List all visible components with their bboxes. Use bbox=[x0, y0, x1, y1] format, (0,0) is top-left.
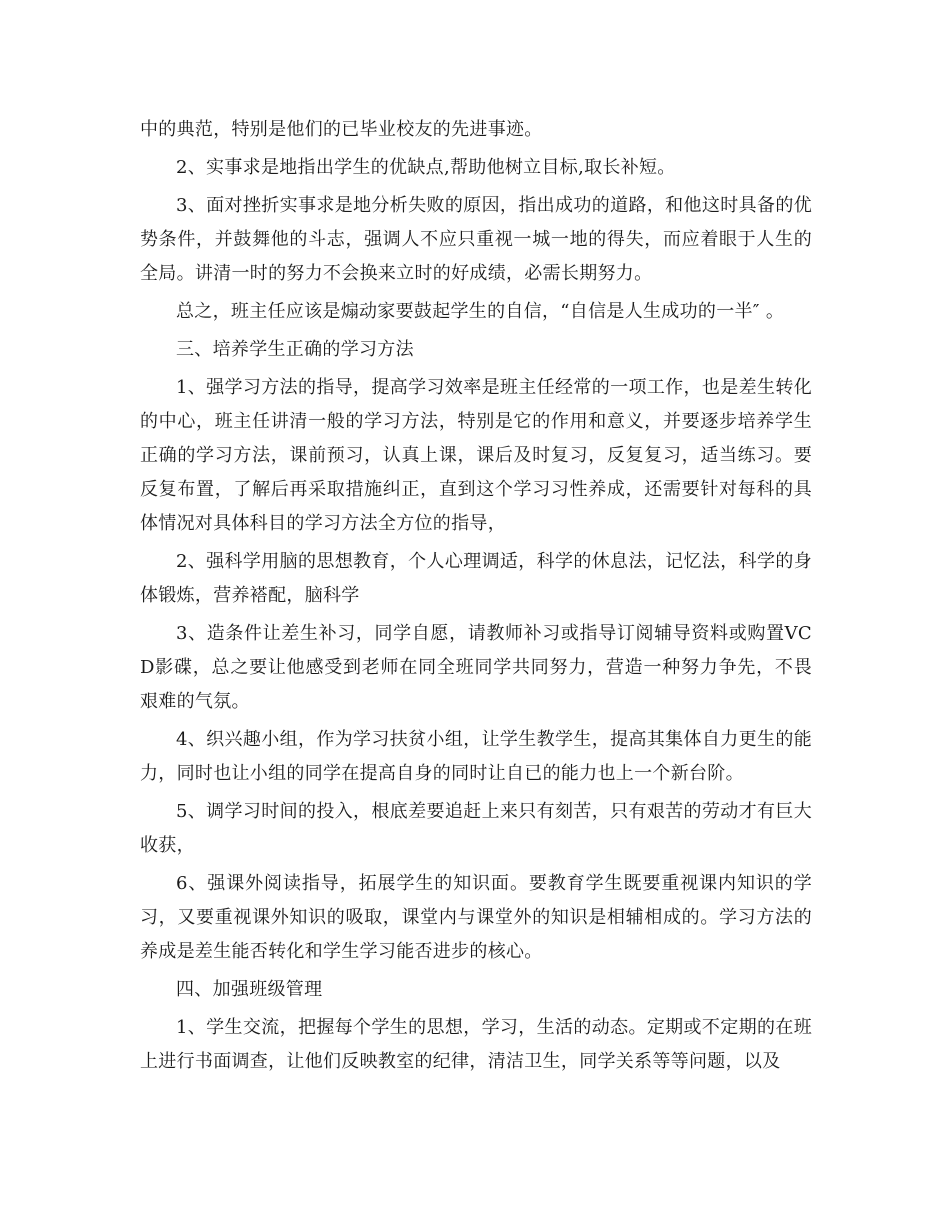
paragraph-item-3-tutoring: 3、造条件让差生补习，同学自愿，请教师补习或指导订阅辅导资料或购置VCD影碟，总之要让他感受到老师在同全班同学共同努力，营造一种努力争先，不畏艰难的气氛。 bbox=[140, 623, 812, 712]
paragraph-item-1-communication: 1、学生交流，把握每个学生的思想，学习，生活的动态。定期或不定期的在班上进行书面调查，让他们反映教室的纪律，清洁卫生，同学关系等等问题，以及 bbox=[140, 1017, 812, 1072]
paragraph-item-3-setbacks: 3、面对挫折实事求是地分析失败的原因，指出成功的道路，和他这时具备的优势条件，并鼓舞他的斗志，强调人不应只重视一城一地的得失，而应着眼于人生的全局。讲清一时的努力不会换来立时的好成绩，必需长期努力。 bbox=[140, 195, 812, 284]
paragraph-item-5-study-time: 5、调学习时间的投入，根底差要追赶上来只有刻苦，只有艰苦的劳动才有巨大收获， bbox=[140, 801, 812, 856]
section-heading-class-management: 四、加强班级管理 bbox=[176, 979, 323, 1000]
paragraph-continuation: 中的典范，特别是他们的已毕业校友的先进事迹。 bbox=[140, 119, 543, 140]
paragraph-item-6-reading: 6、强课外阅读指导，拓展学生的知识面。要教育学生既要重视课内知识的学习，又要重视课外知识的吸取，课堂内与课堂外的知识是相辅相成的。学习方法的养成是差生能否转化和学生学习能否进步的核心。 bbox=[140, 873, 812, 962]
paragraph-item-4-interest-groups: 4、织兴趣小组，作为学习扶贫小组，让学生教学生，提高其集体自力更生的能力，同时也让小组的同学在提高自身的同时让自已的能力也上一个新台阶。 bbox=[140, 729, 812, 784]
paragraph-item-1-method-guidance: 1、强学习方法的指导，提高学习效率是班主任经常的一项工作，也是差生转化的中心，班主任讲清一般的学习方法，特别是它的作用和意义，并要逐步培养学生正确的学习方法，课前预习，认真上课，课后及时复习，反复复习，适当练习。要反复布置，了解后再采取措施纠正，直到这个学习习性养成，还需要针对每科的具体情况对具体科目的学习方法全方位的指导， bbox=[140, 377, 812, 534]
paragraph-item-2-brain-science: 2、强科学用脑的思想教育，个人心理调适，科学的休息法，记忆法，科学的身体锻炼，营养褡配，脑科学 bbox=[140, 551, 812, 606]
section-heading-study-methods: 三、培养学生正确的学习方法 bbox=[176, 339, 414, 360]
document-body bbox=[140, 113, 812, 1083]
paragraph-item-2-strengths: 2、实事求是地指出学生的优缺点,帮助他树立目标,取长补短。 bbox=[176, 157, 676, 178]
paragraph-summary-confidence: 总之，班主任应该是煽动家要鼓起学生的自信，“自信是人生成功的一半″ 。 bbox=[176, 301, 785, 322]
